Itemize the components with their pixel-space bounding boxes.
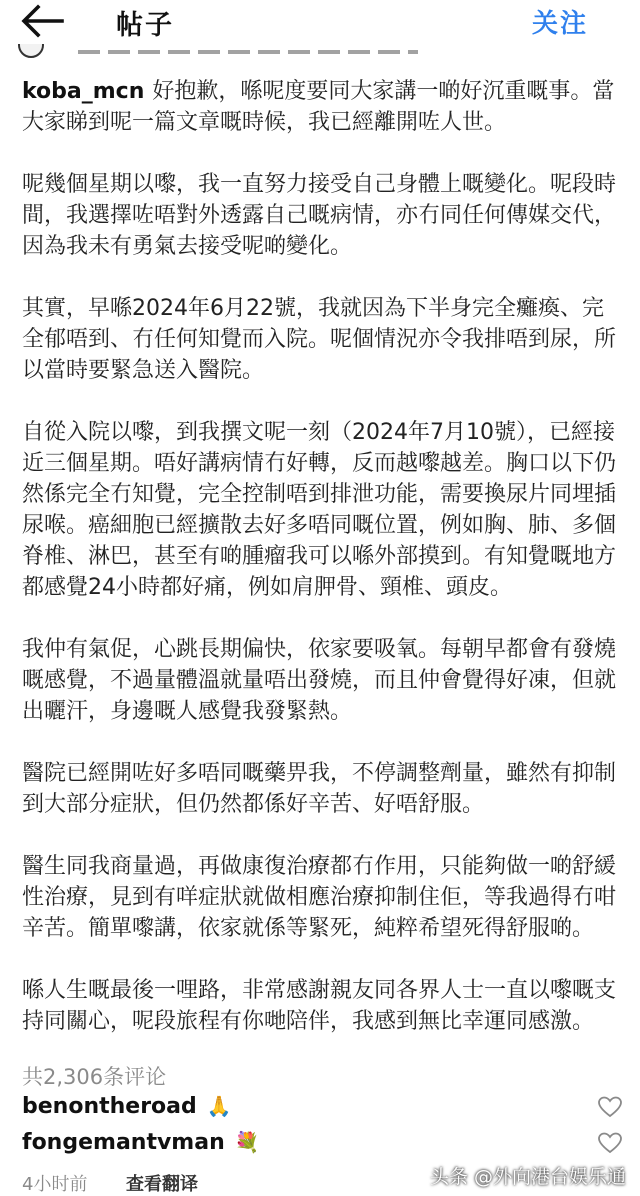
post-body	[22, 76, 622, 1068]
avatar[interactable]	[18, 44, 44, 58]
post-paragraph: 我仲有氣促，心跳長期偏快，依家要吸氧。每朝早都會有發燒嘅感覺，不過量體溫就量唔出發燒，而且仲會覺得好凍，但就出曬汗，身邊嘅人感覺我發緊熱。	[22, 637, 617, 724]
post-username[interactable]: koba_mcn	[22, 79, 145, 104]
comment-text: 🙏	[206, 1094, 232, 1118]
comment-item	[22, 1094, 622, 1124]
comment-username[interactable]: fongemantvman	[22, 1130, 225, 1155]
heart-outline-icon[interactable]	[598, 1132, 622, 1154]
post-paragraph: koba_mcn 好抱歉，喺呢度要同大家講一啲好沉重嘅事。當大家睇到呢一篇文章嘅時候，我已經離開咗人世。	[22, 79, 615, 135]
back-arrow-icon	[18, 2, 66, 40]
see-translation-link[interactable]: 查看翻译	[126, 1174, 198, 1195]
post-paragraph: 醫院已經開咗好多唔同嘅藥畀我，不停調整劑量，雖然有抑制到大部分症狀，但仍然都係好辛苦、好唔舒服。	[22, 761, 617, 817]
post-timestamp: 4小时前	[22, 1174, 88, 1195]
watermark: 头条 @外向港台娱乐通	[429, 1166, 626, 1188]
comment-item	[22, 1130, 622, 1160]
post-paragraph: 呢幾個星期以嚟，我一直努力接受自己身體上嘅變化。呢段時間，我選擇咗唔對外透露自己嘅病情，亦冇同任何傳媒交代，因為我未有勇氣去接受呢啲變化。	[22, 172, 617, 259]
cropped-post-header	[18, 44, 638, 58]
heart-outline-icon[interactable]	[598, 1096, 622, 1118]
post-paragraph: 自從入院以嚟，到我撰文呢一刻（2024年7月10號），已經接近三個星期。唔好講病情冇好轉，反而越嚟越差。胸口以下仍然係完全冇知覺，完全控制唔到排泄功能，需要換尿片同埋插尿喉。癌細胞已經擴散去好多唔同嘅位置，例如胸、肺、多個脊椎、淋巴，甚至有啲腫瘤我可以喺外部摸到。有知覺嘅地方都感覺24小時都好痛，例如肩胛骨、頸椎、頭皮。	[22, 420, 617, 600]
post-paragraph: 其實，早喺2024年6月22號，我就因為下半身完全癱瘓、完全郁唔到、冇任何知覺而入院。呢個情況亦令我排唔到尿，所以當時要緊急送入醫院。	[22, 296, 617, 383]
comment-username[interactable]: benontheroad	[22, 1094, 197, 1119]
comment-text: 💐	[234, 1130, 260, 1154]
post-paragraph: 喺人生嘅最後一哩路，非常感謝親友同各界人士一直以嚟嘅支持同關心，呢段旅程有你哋陪伴，我感到無比幸運同感激。	[22, 978, 617, 1034]
page-title: 帖子	[116, 10, 174, 41]
follow-button[interactable]: 关注	[531, 9, 588, 39]
post-paragraph: 醫生同我商量過，再做康復治療都冇作用，只能夠做一啲舒緩性治療，見到有咩症狀就做相應治療抑制住佢，等我過得冇咁辛苦。簡單嚟講，依家就係等緊死，純粹希望死得舒服啲。	[22, 854, 617, 941]
comment-count[interactable]: 共2,306条评论	[22, 1065, 167, 1089]
back-button[interactable]	[18, 2, 70, 42]
cropped-text	[78, 50, 418, 54]
